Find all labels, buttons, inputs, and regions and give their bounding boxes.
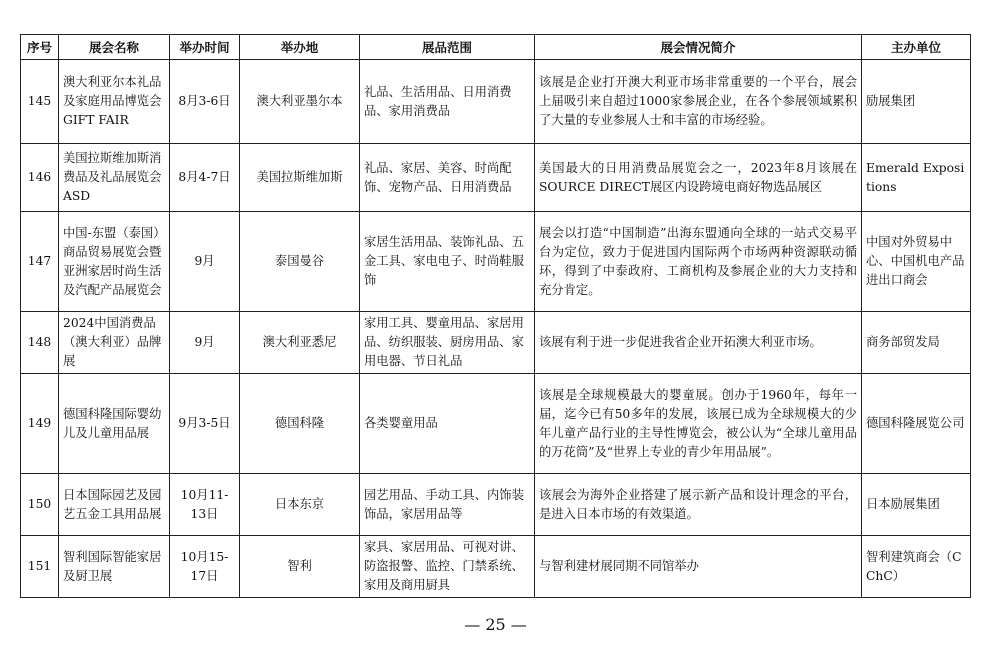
cell-org: 智利建筑商会（CChC） <box>862 536 971 598</box>
cell-scope: 家居生活用品、装饰礼品、五金工具、家电电子、时尚鞋服饰 <box>360 212 535 312</box>
cell-no: 151 <box>21 536 59 598</box>
table-row <box>21 312 971 374</box>
cell-place: 美国拉斯维加斯 <box>240 144 360 212</box>
cell-desc: 展会以打造“中国制造”出海东盟通向全球的一站式交易平台为定位，致力于促进国内国际两个市场两种资源联动循环，得到了中泰政府、工商机构及参展企业的大力支持和充分肯定。 <box>535 212 862 312</box>
cell-scope: 家用工具、婴童用品、家居用品、纺织服装、厨房用品、家用电器、节日礼品 <box>360 312 535 374</box>
cell-scope: 礼品、家居、美容、时尚配饰、宠物产品、日用消费品 <box>360 144 535 212</box>
table-header-row <box>21 35 971 60</box>
cell-desc: 该展会为海外企业搭建了展示新产品和设计理念的平台，是进入日本市场的有效渠道。 <box>535 474 862 536</box>
cell-place: 泰国曼谷 <box>240 212 360 312</box>
cell-time: 9月 <box>170 312 240 374</box>
cell-scope: 家具、家居用品、可视对讲、防盗报警、监控、门禁系统、家用及商用厨具 <box>360 536 535 598</box>
cell-time: 9月 <box>170 212 240 312</box>
exhibition-table <box>20 34 971 598</box>
cell-no: 147 <box>21 212 59 312</box>
table-row <box>21 212 971 312</box>
table-row <box>21 144 971 212</box>
table-row <box>21 536 971 598</box>
header-desc: 展会情况简介 <box>535 35 862 60</box>
header-scope: 展品范围 <box>360 35 535 60</box>
cell-desc: 与智利建材展同期不同馆举办 <box>535 536 862 598</box>
cell-org: 德国科隆展览公司 <box>862 374 971 474</box>
header-time: 举办时间 <box>170 35 240 60</box>
header-place: 举办地 <box>240 35 360 60</box>
cell-place: 日本东京 <box>240 474 360 536</box>
cell-no: 146 <box>21 144 59 212</box>
header-no: 序号 <box>21 35 59 60</box>
cell-name: 2024中国消费品（澳大利亚）品牌展 <box>59 312 170 374</box>
cell-org: 商务部贸发局 <box>862 312 971 374</box>
cell-desc: 该展是企业打开澳大利亚市场非常重要的一个平台，展会上届吸引来自超过1000家参展企业，在各个参展领域累积了大量的专业参展人士和丰富的市场经验。 <box>535 60 862 144</box>
cell-name: 澳大利亚尔本礼品及家庭用品博览会 GIFT FAIR <box>59 60 170 144</box>
cell-desc: 该展有利于进一步促进我省企业开拓澳大利亚市场。 <box>535 312 862 374</box>
cell-org: 中国对外贸易中心、中国机电产品进出口商会 <box>862 212 971 312</box>
cell-scope: 各类婴童用品 <box>360 374 535 474</box>
cell-name: 日本国际园艺及园艺五金工具用品展 <box>59 474 170 536</box>
cell-place: 澳大利亚悉尼 <box>240 312 360 374</box>
table-row <box>21 60 971 144</box>
cell-name: 德国科隆国际婴幼儿及儿童用品展 <box>59 374 170 474</box>
cell-no: 150 <box>21 474 59 536</box>
cell-scope: 礼品、生活用品、日用消费品、家用消费品 <box>360 60 535 144</box>
cell-place: 澳大利亚墨尔本 <box>240 60 360 144</box>
cell-time: 10月11-13日 <box>170 474 240 536</box>
cell-place: 德国科隆 <box>240 374 360 474</box>
cell-org: Emerald Expositions <box>862 144 971 212</box>
cell-desc: 美国最大的日用消费品展览会之一，2023年8月该展在SOURCE DIRECT展区内设跨境电商好物选品展区 <box>535 144 862 212</box>
cell-time: 9月3-5日 <box>170 374 240 474</box>
cell-name: 中国-东盟（泰国）商品贸易展览会暨亚洲家居时尚生活及汽配产品展览会 <box>59 212 170 312</box>
cell-no: 145 <box>21 60 59 144</box>
cell-time: 10月15-17日 <box>170 536 240 598</box>
page-number: — 25 — <box>464 615 527 634</box>
table-row <box>21 374 971 474</box>
header-org: 主办单位 <box>862 35 971 60</box>
cell-no: 148 <box>21 312 59 374</box>
cell-time: 8月4-7日 <box>170 144 240 212</box>
cell-name: 美国拉斯维加斯消费品及礼品展览会 ASD <box>59 144 170 212</box>
table-row <box>21 474 971 536</box>
cell-time: 8月3-6日 <box>170 60 240 144</box>
cell-place: 智利 <box>240 536 360 598</box>
header-name: 展会名称 <box>59 35 170 60</box>
cell-desc: 该展是全球规模最大的婴童展。创办于1960年，每年一届，迄今已有50多年的发展，该展已成为全球规模大的少年儿童产品行业的主导性博览会，被公认为“全球儿童用品的万花筒”及“世界上专业的青少年用品展”。 <box>535 374 862 474</box>
cell-scope: 园艺用品、手动工具、内饰装饰品，家居用品等 <box>360 474 535 536</box>
cell-no: 149 <box>21 374 59 474</box>
cell-org: 励展集团 <box>862 60 971 144</box>
cell-name: 智利国际智能家居及厨卫展 <box>59 536 170 598</box>
cell-org: 日本励展集团 <box>862 474 971 536</box>
